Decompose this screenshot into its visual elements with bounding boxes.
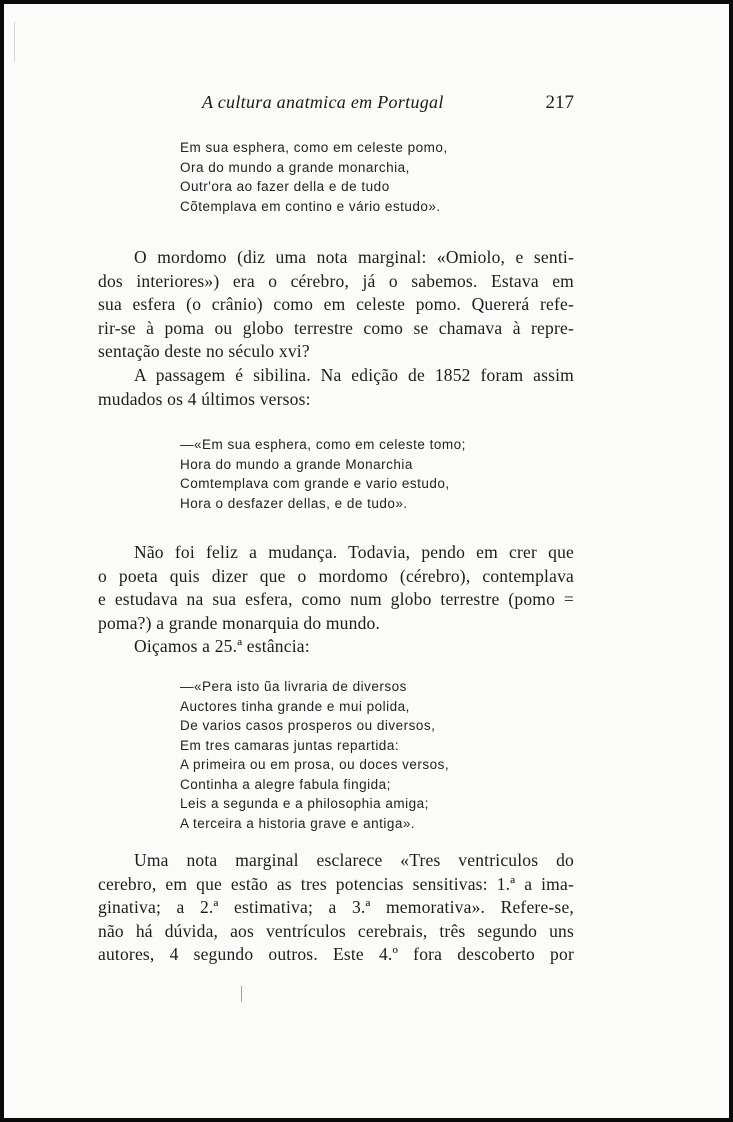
- text-line: e estudava na sua esfera, como num globo terrestre (pomo =: [98, 589, 574, 610]
- verse-line: Comtemplava com grande e vario estudo,: [180, 476, 450, 491]
- verse-line: Cõtemplava em contino e vário estudo».: [180, 198, 441, 214]
- text-line: Oiçamos a 25.ª estância:: [134, 636, 310, 656]
- verse-line: De varios casos prosperos ou diversos,: [180, 718, 436, 733]
- scan-speck: [241, 986, 242, 1002]
- paragraph-2: [98, 364, 574, 411]
- verse-line: Outr'ora ao fazer della e de tudo: [180, 179, 390, 194]
- text-line: sentação deste no século xvi?: [98, 341, 310, 362]
- text-line: O mordomo (diz uma nota marginal: «Omiolo, e senti-: [134, 247, 574, 267]
- verse-block-2: [180, 435, 466, 513]
- verse-line: Hora o desfazer dellas, e de tudo».: [180, 495, 408, 511]
- text-line: dos interiores») era o cérebro, já o sabemos. Estava em: [98, 270, 574, 291]
- verse-line: —«Em sua esphera, como em celeste tomo;: [180, 437, 466, 452]
- page-number: 217: [545, 92, 574, 113]
- verse-line: Continha a alegre fabula fingida;: [180, 776, 391, 792]
- verse-line: Ora do mundo a grande monarchia,: [180, 159, 410, 175]
- text-line: A passagem é sibilina. Na edição de 1852 foram assim: [134, 365, 574, 385]
- text-line: ginativa; a 2.ª estimativa; a 3.ª memorativa». Refere-se,: [98, 897, 574, 918]
- text-line: rir-se à poma ou globo terrestre como se chamava à repre-: [98, 317, 574, 338]
- verse-block-3: [180, 677, 449, 833]
- text-line: sua esfera (o crânio) como em celeste pomo. Quererá refe-: [98, 294, 574, 315]
- text-line: poma?) a grande monarquia do mundo.: [98, 612, 381, 633]
- text-line: cerebro, em que estão as tres potencias sensitivas: 1.ª a ima-: [98, 873, 574, 894]
- page-header: [98, 92, 574, 118]
- text-line: Não foi feliz a mudança. Todavia, pendo em crer que: [134, 542, 574, 562]
- verse-block-1: [180, 138, 448, 216]
- verse-line: Auctores tinha grande e mui polida,: [180, 698, 410, 714]
- text-line: autores, 4 segundo outros. Este 4.º fora descoberto por: [98, 944, 574, 965]
- text-line: mudados os 4 últimos versos:: [98, 388, 311, 409]
- paragraph-3: [98, 541, 574, 635]
- running-title: A cultura anatmica em Portugal: [202, 92, 444, 112]
- verse-line: A primeira ou em prosa, ou doces versos,: [180, 757, 450, 772]
- paragraph-5: [98, 849, 574, 967]
- verse-line: Leis a segunda e a philosophia amiga;: [180, 796, 429, 811]
- verse-line: —«Pera isto ũa livraria de diversos: [180, 679, 407, 694]
- verse-line: A terceira a historia grave e antiga».: [180, 815, 416, 831]
- verse-line: Em sua esphera, como em celeste pomo,: [180, 140, 448, 155]
- text-line: não há dúvida, aos ventrículos cerebrais, três segundo uns: [98, 920, 574, 941]
- scan-speck: [14, 22, 15, 62]
- verse-line: Em tres camaras juntas repartida:: [180, 737, 400, 753]
- paragraph-1: [98, 246, 574, 364]
- paragraph-4: [98, 635, 574, 659]
- verse-line: Hora do mundo a grande Monarchia: [180, 456, 413, 472]
- text-line: o poeta quis dizer que o mordomo (cérebro), contemplava: [98, 565, 574, 586]
- text-line: Uma nota marginal esclarece «Tres ventriculos do: [134, 850, 574, 870]
